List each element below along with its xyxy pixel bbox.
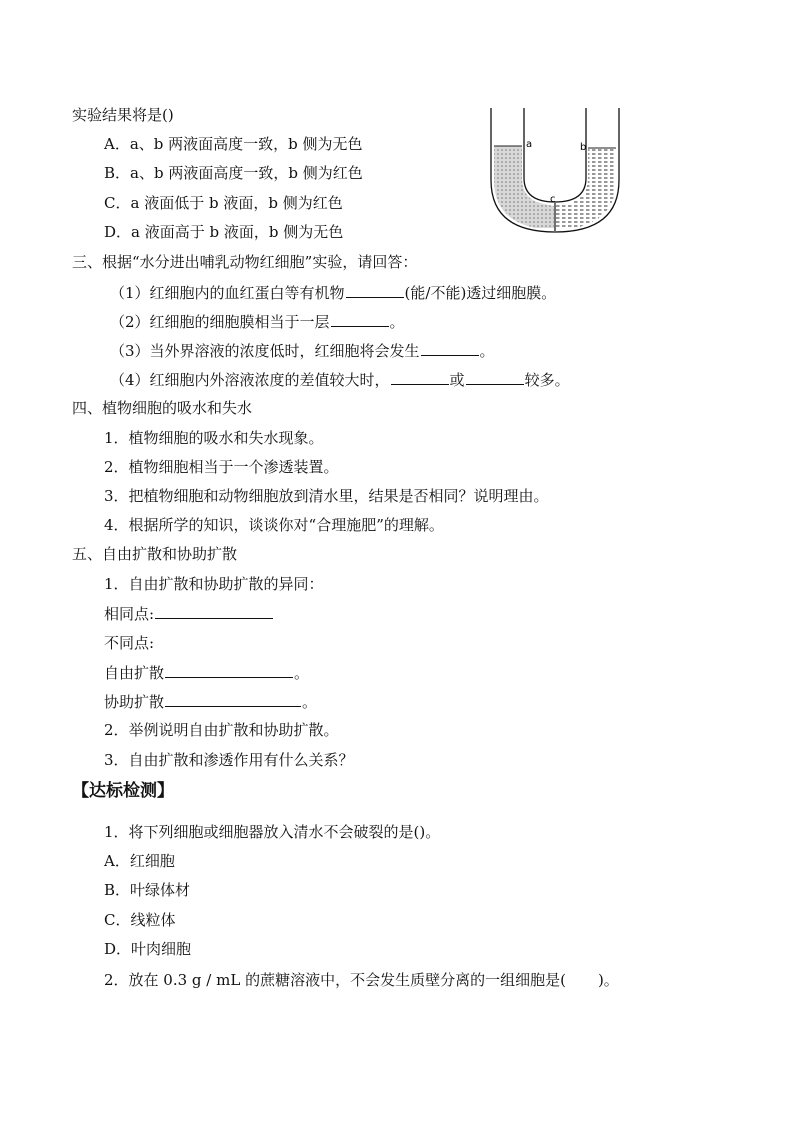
u-tube-diagram — [484, 100, 634, 235]
check-q1-option-c: C．线粒体 — [104, 911, 176, 929]
check-title: 【达标检测】 — [72, 781, 174, 801]
s3-q3 — [110, 340, 495, 361]
s3-q3-suffix: 。 — [479, 342, 495, 360]
blank-field[interactable] — [165, 662, 293, 678]
check-q1-option-b: B．叶绿体材 — [104, 881, 191, 899]
section4-title: 四、植物细胞的吸水和失水 — [72, 399, 253, 417]
check-q1-option-a: A．红细胞 — [104, 852, 175, 870]
blank-field[interactable] — [155, 603, 273, 619]
check-q2 — [104, 970, 619, 990]
blank-field[interactable] — [466, 369, 524, 385]
s3-q3-text: （3）当外界溶液的浓度低时，红细胞将会发生 — [110, 342, 420, 360]
question-intro: 实验结果将是() — [72, 106, 174, 124]
s5-free-label: 自由扩散 — [104, 664, 165, 682]
s5-diff-label: 不同点: — [104, 634, 155, 652]
check-q2-suffix: )。 — [597, 971, 619, 989]
option-a: A．a、b 两液面高度一致，b 侧为无色 — [104, 135, 363, 153]
s4-item-4: 4．根据所学的知识，谈谈你对“合理施肥”的理解。 — [104, 516, 444, 534]
s5-free-suffix: 。 — [294, 664, 310, 682]
s5-item-1: 1．自由扩散和协助扩散的异同： — [104, 575, 324, 593]
s3-q4-text: （4）红细胞内外溶液浓度的差值较大时， — [110, 371, 390, 389]
s5-same-label: 相同点: — [104, 605, 155, 623]
s3-q1-suffix: (能/不能)透过细胞膜。 — [404, 284, 557, 302]
s3-q1 — [110, 282, 556, 303]
check-q2-text: 2．放在 0.3 g / mL 的蔗糖溶液中，不会发生质壁分离的一组细胞是( — [104, 971, 566, 989]
tube-inner-wall — [524, 108, 586, 202]
s3-q2 — [110, 311, 405, 332]
section3-title: 三、根据“水分进出哺乳动物红细胞”实验，请回答： — [72, 253, 418, 271]
s5-free — [104, 662, 309, 683]
label-b: b — [580, 142, 587, 153]
label-a: a — [526, 139, 533, 150]
s3-q4-mid: 或 — [449, 371, 465, 389]
s5-same — [104, 603, 274, 624]
s5-item-2: 2．举例说明自由扩散和协助扩散。 — [104, 721, 339, 739]
s5-assist-suffix: 。 — [302, 693, 318, 711]
option-b: B．a、b 两液面高度一致，b 侧为红色 — [104, 164, 363, 182]
blank-field[interactable] — [165, 691, 301, 707]
check-q1-option-d: D．叶肉细胞 — [104, 940, 192, 958]
blank-field[interactable] — [421, 340, 479, 356]
check-q1: 1．将下列细胞或细胞器放入清水不会破裂的是()。 — [104, 823, 441, 841]
s3-q4 — [110, 369, 570, 390]
blank-field[interactable] — [331, 311, 389, 327]
s5-assist-label: 协助扩散 — [104, 693, 165, 711]
section5-title: 五、自由扩散和协助扩散 — [72, 545, 238, 563]
option-d: D．a 液面高于 b 液面，b 侧为无色 — [104, 223, 344, 241]
s5-assist — [104, 691, 317, 712]
s3-q2-text: （2）红细胞的细胞膜相当于一层 — [110, 313, 330, 331]
s4-item-3: 3．把植物细胞和动物细胞放到清水里，结果是否相同？说明理由。 — [104, 487, 549, 505]
s3-q4-suffix: 较多。 — [524, 371, 570, 389]
s5-item-3: 3．自由扩散和渗透作用有什么关系？ — [104, 751, 354, 769]
s4-item-2: 2．植物细胞相当于一个渗透装置。 — [104, 458, 339, 476]
option-c: C．a 液面低于 b 液面，b 侧为红色 — [104, 194, 343, 212]
label-c: c — [550, 194, 556, 205]
blank-field[interactable] — [391, 369, 449, 385]
s4-item-1: 1．植物细胞的吸水和失水现象。 — [104, 429, 324, 447]
s3-q1-text: （1）红细胞内的血红蛋白等有机物 — [110, 284, 345, 302]
blank-field[interactable] — [346, 282, 404, 298]
s3-q2-suffix: 。 — [389, 313, 405, 331]
